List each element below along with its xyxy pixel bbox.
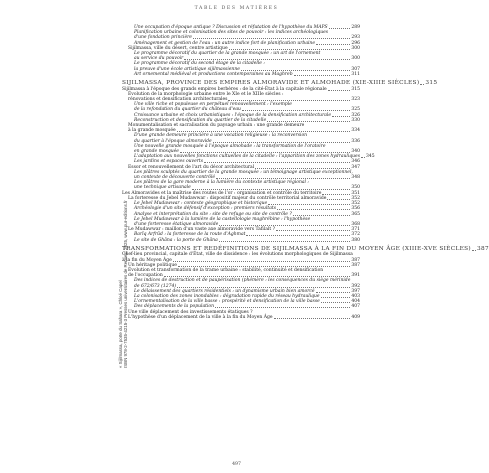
toc-entry bbox=[122, 238, 360, 243]
dot-leader bbox=[164, 276, 351, 277]
toc-entry-title: Les plâtres sculptés du quartier de la grande mosquée : un témoignage artistique exceptionnel, bbox=[134, 169, 353, 175]
toc-page-number: 289 bbox=[351, 25, 360, 30]
toc-page-number: 311 bbox=[351, 71, 360, 77]
toc-entry-title: en grande mosquée bbox=[134, 149, 179, 155]
dot-leader bbox=[267, 121, 350, 122]
toc-entry-title: d'une fondation princière bbox=[134, 35, 192, 41]
table-of-contents bbox=[122, 25, 489, 320]
dot-leader bbox=[216, 178, 350, 179]
toc-entry-title: Le Jebel Mudawwar à la lumière de la castellologie maghrébine : l'hypothèse bbox=[134, 216, 311, 222]
toc-page-number: 407 bbox=[351, 304, 360, 310]
toc-entry-title: Sijilmassa, ville du désert, centre artistique bbox=[128, 45, 228, 51]
toc-page-number: 368 bbox=[351, 221, 360, 227]
toc-page-number: 346 bbox=[351, 159, 360, 165]
dot-leader bbox=[329, 28, 351, 29]
toc-page-number: 330 bbox=[351, 117, 360, 123]
spine-line-isbn: ISBN 978-2-7535-4215-3 Presses universitaires de Rennes, 2025, www.pur-editions.fr bbox=[123, 200, 129, 368]
toc-page-number: 300 bbox=[351, 45, 360, 51]
dot-leader bbox=[246, 235, 350, 236]
toc-page-number: 404 bbox=[351, 299, 360, 305]
toc-entry-title: Essor et renouvellement de l'art du décor architectural bbox=[128, 164, 255, 170]
dot-leader bbox=[229, 49, 351, 50]
toc-entry-title: Le programme décoratif du second étage de la citadelle : bbox=[134, 61, 265, 67]
toc-entry-title: L'ornementalisation de la ville basse : prospérité et densification de la ville basse bbox=[134, 299, 320, 305]
dot-leader bbox=[255, 168, 350, 169]
toc-entry-title: d'une forteresse étatique almoravide bbox=[134, 221, 219, 227]
toc-page-number: 307 bbox=[351, 66, 360, 72]
toc-entry-title: Analyse et interprétation du site : site de refuge ou site de contrôle ? bbox=[134, 211, 292, 217]
dot-leader bbox=[361, 157, 365, 158]
dot-leader bbox=[268, 204, 350, 205]
toc-entry-title: à la grande mosquée bbox=[128, 128, 176, 134]
toc-entry-title: Aménagement et gestion de l'eau : un autre indice fort de planification urbaine bbox=[134, 40, 315, 46]
toc-entry-title: Le Jebel Mudawwar : contexte géographique et historique bbox=[134, 201, 268, 207]
dot-leader bbox=[332, 116, 350, 117]
toc-entry-title: Une ville riche et populeuse en perpétuel renouvellement : l'exemple bbox=[134, 102, 292, 108]
toc-entry-title: Art ornemental médiéval et productions contemporaines au Maghreb bbox=[134, 71, 293, 77]
toc-entry-title: un contexte de découverte contrôlé bbox=[134, 175, 216, 181]
dot-leader bbox=[204, 162, 350, 163]
toc-entry-title: La colonisation des zones inondables : dégradation rapide du réseau hydraulique bbox=[134, 293, 320, 299]
toc-page-number: 347 bbox=[351, 164, 360, 170]
toc-page-number: 345 bbox=[366, 154, 375, 160]
dot-leader bbox=[316, 44, 350, 45]
toc-entry-title: de 672/673 (1274) bbox=[134, 283, 177, 289]
toc-entry-title: L'hypothèse d'un déplacement de la ville à la fin du Moyen Âge bbox=[128, 314, 273, 320]
toc-page-number: 397 bbox=[351, 288, 360, 294]
toc-entry-title: Le programme décoratif du quartier de la grande mosquée : un art de l'ornement bbox=[134, 51, 321, 57]
toc-page-number: 315 bbox=[425, 80, 438, 87]
toc-entry-title: Évolution de la morphologie urbaine entre le XIe et le XIIIe siècles : bbox=[128, 91, 284, 97]
toc-entry-title: Une nouvelle grande mosquée à l'époque almohade : la transformation de l'oratoire bbox=[134, 143, 326, 149]
toc-page-number: 326 bbox=[351, 112, 360, 118]
toc-page-number: 296 bbox=[351, 40, 360, 46]
toc-entry-title: Croissance urbaine et choix urbanistiques : l'époque de la densification architecturale bbox=[134, 112, 332, 118]
dot-leader bbox=[321, 302, 351, 303]
dot-leader bbox=[293, 215, 351, 216]
running-header: TABLE DES MATIÈRES bbox=[194, 6, 279, 11]
toc-entry-title: TRANSFORMATIONS ET REDÉFINITIONS DE SIJILMASSA À LA FIN DU MOYEN ÂGE (XIIIE-XVE SIÈCLES) bbox=[122, 245, 471, 252]
toc-entry-title: SIJILMASSA, PROVINCE DES EMPIRES ALMORAVIDE ET ALMOHADE (XIE-XIIIE SIÈCLES) bbox=[122, 80, 420, 87]
dot-leader bbox=[420, 84, 424, 85]
toc-entry-title: Un héritage politique bbox=[128, 262, 177, 268]
toc-entry-title: Barīq Arfrūd : la forteresse de la route d'Aghmat bbox=[134, 232, 246, 238]
toc-page-number: 352 bbox=[351, 201, 360, 207]
dot-leader bbox=[219, 225, 350, 226]
toc-page-number: 403 bbox=[351, 293, 360, 299]
dot-leader bbox=[228, 100, 350, 101]
toc-entry-title: de la refondation du quartier du château d'eau bbox=[134, 107, 241, 113]
dot-leader bbox=[173, 261, 351, 262]
dot-leader bbox=[177, 287, 350, 288]
toc-entry-title: Une ville déplacement des investissements étatiques ? bbox=[128, 309, 253, 315]
dot-leader bbox=[328, 90, 351, 91]
toc-entry-title: Les jardins et espaces ouverts bbox=[134, 159, 204, 165]
toc-entry-title: une technique artisanale bbox=[134, 185, 191, 191]
dot-leader bbox=[180, 152, 350, 153]
toc-page-number: 325 bbox=[351, 107, 360, 113]
toc-page-number: 351 bbox=[351, 190, 360, 196]
page-number: 497 bbox=[232, 462, 241, 467]
dot-leader bbox=[276, 230, 350, 231]
toc-entry-title: au service du pouvoir bbox=[134, 56, 184, 62]
toc-page-number: 387 bbox=[351, 262, 360, 268]
dot-leader bbox=[321, 297, 351, 298]
toc-entry-title: Planification urbaine et colonisation des sites de pouvoir : les indices archéologiques bbox=[134, 30, 329, 36]
toc-entry-title: Les plâtres de la gare moderne à la lumière du contexte artistique régional : bbox=[134, 180, 309, 186]
dot-leader bbox=[294, 75, 351, 76]
toc-page-number: 350 bbox=[351, 185, 360, 191]
toc-page-number: 392 bbox=[351, 283, 360, 289]
dot-leader bbox=[213, 142, 351, 143]
toc-entry-title: Le site de Ghāna : la porte de Ghāna bbox=[134, 237, 218, 243]
toc-entry-title: Chef-lieu provincial, capitale d'État, ville de dissidence : les évolutions morphologiques de Sijilmassa bbox=[122, 252, 353, 258]
dot-leader bbox=[242, 110, 350, 111]
spine-line-title: « Sijilmassa, porte du Sahara », Chloé Capel bbox=[118, 280, 123, 368]
toc-page-number: 380 bbox=[351, 237, 360, 243]
toc-page-number: 348 bbox=[351, 175, 360, 181]
toc-page-number: 336 bbox=[351, 138, 360, 144]
dot-leader bbox=[178, 266, 351, 267]
toc-entry-title: Le Mudawwar : maillon d'un vaste axe almoravide vers Tafilalt ? bbox=[128, 227, 275, 233]
toc-entry bbox=[122, 315, 360, 320]
dot-leader bbox=[274, 318, 351, 319]
toc-section-heading bbox=[122, 80, 438, 87]
toc-entry-title: la preuve d'une école artistique sijilmassienne bbox=[134, 66, 240, 72]
toc-entry bbox=[122, 72, 360, 77]
toc-entry-title: rénovations et densification architecturales bbox=[128, 97, 228, 103]
toc-page-number: 340 bbox=[351, 149, 360, 155]
toc-page-number: 315 bbox=[351, 86, 360, 92]
dot-leader bbox=[219, 241, 351, 242]
toc-page-number: 352 bbox=[351, 195, 360, 201]
toc-page-number: 371 bbox=[351, 227, 360, 233]
toc-page-number: 323 bbox=[351, 97, 360, 103]
toc-page-number: 391 bbox=[351, 273, 360, 279]
toc-page-number: 372 bbox=[351, 232, 360, 238]
dot-leader bbox=[193, 38, 350, 39]
toc-entry-title: Le délaissement des quartiers résidentiels : un dynamisme urbain bien amorcé bbox=[134, 288, 315, 294]
toc-entry-title: D'une grande demeure princière à une vocation religieuse : la reconversion bbox=[134, 133, 308, 139]
toc-page-number: 300 bbox=[351, 56, 360, 62]
toc-page-number: 356 bbox=[351, 206, 360, 212]
toc-page-number: 409 bbox=[351, 314, 360, 320]
dot-leader bbox=[215, 307, 350, 308]
toc-page-number: 387 bbox=[476, 245, 489, 252]
dot-leader bbox=[472, 250, 476, 251]
toc-entry-title: Reconstruction et densification du quartier de la citadelle bbox=[134, 117, 267, 123]
toc-entry-title: La forteresse du Jebel Mudawwar : dispositif majeur du contrôle territorial almoravide bbox=[128, 195, 327, 201]
toc-page-number: 387 bbox=[351, 257, 360, 263]
toc-entry-title: Des déplacements de la population bbox=[134, 304, 214, 310]
dot-leader bbox=[192, 189, 351, 190]
toc-entry-title: de l'occupation bbox=[128, 273, 163, 279]
toc-entry-title: Archéologie d'un site défensif d'exception : premiers résultats bbox=[134, 206, 277, 212]
toc-entry-title: Monumentalisation et sacralisation du paysage urbain : une grande demeure bbox=[128, 123, 305, 129]
dot-leader bbox=[322, 194, 350, 195]
toc-page-number: 293 bbox=[351, 35, 360, 41]
toc-entry-title: L'adaptation aux nouvelles fonctions cultuelles de la citadelle : l'apparition des zones hydrauliques bbox=[134, 154, 361, 160]
toc-entry-title: à la fin du Moyen Âge bbox=[122, 257, 172, 263]
dot-leader bbox=[241, 70, 351, 71]
toc-page-number: 365 bbox=[351, 211, 360, 217]
dot-leader bbox=[316, 292, 351, 293]
toc-entry-title: Les Almoravides et la maîtrise des routes de l'or : organisation et contrôle du territoire bbox=[122, 190, 322, 196]
dot-leader bbox=[277, 209, 350, 210]
toc-entry-title: Évolution et transformation de la trame urbaine : stabilité, continuité et densification bbox=[128, 267, 324, 273]
toc-page-number: 334 bbox=[351, 128, 360, 134]
toc-entry-title: du quartier à l'époque almoravide bbox=[134, 138, 212, 144]
toc-entry-title: Une occupation d'époque antique ? Discussion et réfutation de l'hypothèse du MAPS bbox=[134, 25, 328, 30]
toc-entry-title: Des indices de destruction et de paupérisation (phémère : les conséquences du siège mérinide bbox=[134, 278, 351, 284]
dot-leader bbox=[327, 199, 350, 200]
toc-entry-title: Sijilmassa à l'époque des grands empires berbères : de la cité-État à la capitale régionale bbox=[122, 86, 327, 92]
